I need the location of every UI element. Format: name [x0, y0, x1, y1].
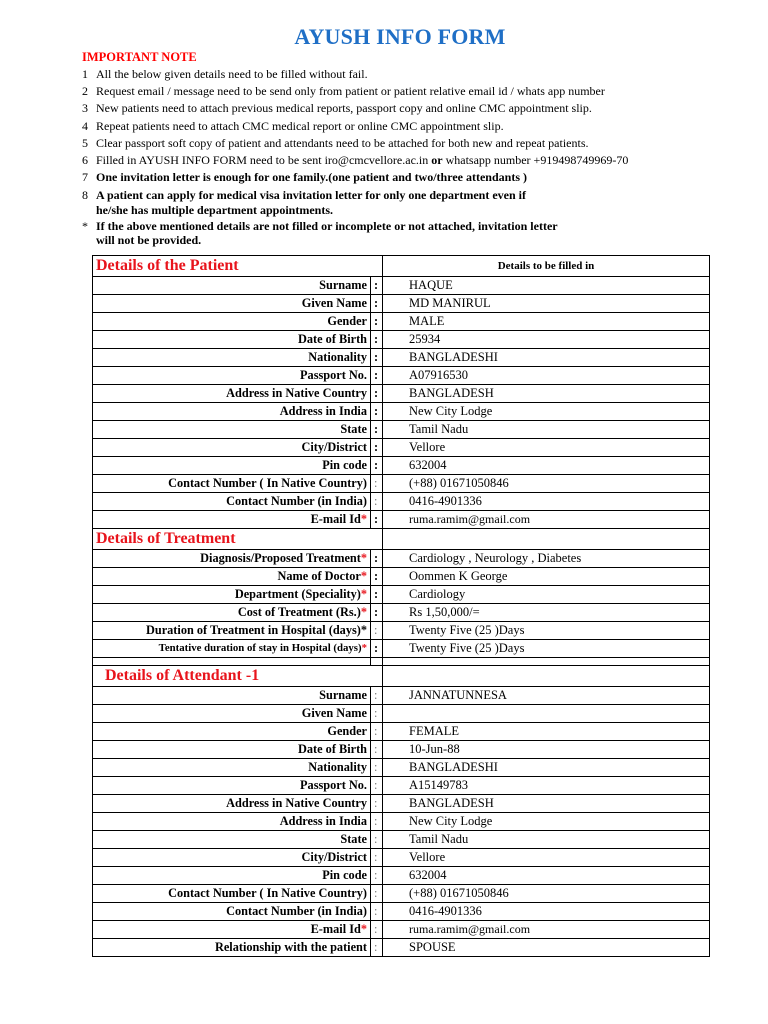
- notes-list: [82, 66, 702, 247]
- patient-label-passport-no: Passport No.: [93, 367, 371, 385]
- colon-separator: :: [371, 439, 383, 457]
- colon-separator: :: [371, 885, 383, 903]
- patient-value-contact-number-in-native-country[interactable]: (+88) 01671050846: [383, 475, 710, 493]
- treatment-section-heading: Details of Treatment: [96, 530, 236, 547]
- treatment-label-tentative-duration-of-stay-in-hospital-days: Tentative duration of stay in Hospital (days)*: [93, 640, 371, 658]
- patient-label-contact-number-in-india: Contact Number (in India): [93, 493, 371, 511]
- attendant-section-heading: Details of Attendant -1: [105, 667, 260, 684]
- treatment-row-department-speciality: [93, 586, 710, 604]
- attendant-label-city-district: City/District: [93, 849, 371, 867]
- patient-label-date-of-birth: Date of Birth: [93, 331, 371, 349]
- treatment-value-tentative-duration-of-stay-in-hospital-days[interactable]: Twenty Five (25 )Days: [383, 640, 710, 658]
- patient-section-heading: Details of the Patient: [96, 257, 239, 274]
- colon-separator: :: [371, 421, 383, 439]
- attendant-value-state[interactable]: Tamil Nadu: [383, 831, 710, 849]
- patient-label-e-mail-id: E-mail Id*: [93, 511, 371, 529]
- attendant-row-e-mail-id: [93, 921, 710, 939]
- colon-separator: :: [371, 385, 383, 403]
- patient-row-passport-no: [93, 367, 710, 385]
- patient-row-gender: [93, 313, 710, 331]
- important-note-heading: IMPORTANT NOTE: [82, 50, 197, 64]
- colon-separator: :: [371, 687, 383, 705]
- colon-separator: :: [371, 622, 383, 640]
- patient-section-row: [93, 256, 710, 277]
- treatment-value-duration-of-treatment-in-hospital-days[interactable]: Twenty Five (25 )Days: [383, 622, 710, 640]
- attendant-label-gender: Gender: [93, 723, 371, 741]
- colon-separator: :: [371, 705, 383, 723]
- colon-separator: :: [371, 511, 383, 529]
- attendant-row-pin-code: [93, 867, 710, 885]
- attendant-row-state: [93, 831, 710, 849]
- note-8: 8 A patient can apply for medical visa invitation letter for only one department even if he/she has multiple department appointments.: [82, 188, 526, 218]
- attendant-value-city-district[interactable]: Vellore: [383, 849, 710, 867]
- colon-separator: :: [371, 331, 383, 349]
- treatment-row-tentative-duration-of-stay-in-hospital-days: [93, 640, 710, 658]
- patient-value-passport-no[interactable]: A07916530: [383, 367, 710, 385]
- attendant-value-e-mail-id[interactable]: ruma.ramim@gmail.com: [383, 921, 710, 939]
- attendant-label-address-in-native-country: Address in Native Country: [93, 795, 371, 813]
- treatment-label-diagnosis-proposed-treatment: Diagnosis/Proposed Treatment*: [93, 550, 371, 568]
- colon-separator: :: [371, 867, 383, 885]
- spacer-row: [93, 658, 710, 666]
- colon-separator: :: [371, 295, 383, 313]
- attendant-row-gender: [93, 723, 710, 741]
- attendant-row-contact-number-in-native-country: [93, 885, 710, 903]
- colon-separator: :: [371, 921, 383, 939]
- treatment-row-cost-of-treatment-rs: [93, 604, 710, 622]
- attendant-label-surname: Surname: [93, 687, 371, 705]
- patient-row-given-name: [93, 295, 710, 313]
- attendant-row-address-in-native-country: [93, 795, 710, 813]
- colon-separator: :: [371, 475, 383, 493]
- note-1: 1 All the below given details need to be filled without fail.: [82, 67, 368, 81]
- patient-value-city-district[interactable]: Vellore: [383, 439, 710, 457]
- info-form-table: [92, 255, 710, 957]
- treatment-label-duration-of-treatment-in-hospital-days: Duration of Treatment in Hospital (days)*: [93, 622, 371, 640]
- attendant-row-contact-number-in-india: [93, 903, 710, 921]
- attendant-label-date-of-birth: Date of Birth: [93, 741, 371, 759]
- patient-row-address-in-native-country: [93, 385, 710, 403]
- colon-separator: :: [371, 831, 383, 849]
- patient-label-surname: Surname: [93, 277, 371, 295]
- attendant-value-gender[interactable]: FEMALE: [383, 723, 710, 741]
- attendant-row-relationship-with-the-patient: [93, 939, 710, 957]
- patient-label-given-name: Given Name: [93, 295, 371, 313]
- treatment-row-name-of-doctor: [93, 568, 710, 586]
- attendant-row-nationality: [93, 759, 710, 777]
- attendant-section-row: [93, 666, 710, 687]
- patient-row-contact-number-in-native-country: [93, 475, 710, 493]
- colon-separator: :: [371, 795, 383, 813]
- patient-value-date-of-birth[interactable]: 25934: [383, 331, 710, 349]
- patient-label-address-in-native-country: Address in Native Country: [93, 385, 371, 403]
- colon-separator: :: [371, 849, 383, 867]
- attendant-value-address-in-india[interactable]: New City Lodge: [383, 813, 710, 831]
- attendant-label-passport-no: Passport No.: [93, 777, 371, 795]
- treatment-label-name-of-doctor: Name of Doctor*: [93, 568, 371, 586]
- patient-label-pin-code: Pin code: [93, 457, 371, 475]
- patient-row-address-in-india: [93, 403, 710, 421]
- note-4: 4 Repeat patients need to attach CMC medical report or online CMC appointment slip.: [82, 118, 504, 133]
- patient-row-nationality: [93, 349, 710, 367]
- attendant-label-address-in-india: Address in India: [93, 813, 371, 831]
- note-3: 3 New patients need to attach previous medical reports, passport copy and online CMC appointment slip.: [82, 101, 592, 116]
- attendant-row-date-of-birth: [93, 741, 710, 759]
- form-title: AYUSH INFO FORM: [294, 24, 506, 49]
- attendant-label-contact-number-in-native-country: Contact Number ( In Native Country): [93, 885, 371, 903]
- patient-row-contact-number-in-india: [93, 493, 710, 511]
- patient-label-state: State: [93, 421, 371, 439]
- patient-value-address-in-native-country[interactable]: BANGLADESH: [383, 385, 710, 403]
- colon-separator: :: [371, 568, 383, 586]
- attendant-label-e-mail-id: E-mail Id*: [93, 921, 371, 939]
- attendant-label-nationality: Nationality: [93, 759, 371, 777]
- colon-separator: :: [371, 813, 383, 831]
- patient-value-given-name[interactable]: MD MANIRUL: [383, 295, 710, 313]
- attendant-value-surname[interactable]: JANNATUNNESA: [383, 687, 710, 705]
- treatment-label-department-speciality: Department (Speciality)*: [93, 586, 371, 604]
- colon-separator: :: [371, 493, 383, 511]
- attendant-row-city-district: [93, 849, 710, 867]
- patient-value-state[interactable]: Tamil Nadu: [383, 421, 710, 439]
- colon-separator: :: [371, 604, 383, 622]
- patient-value-gender[interactable]: MALE: [383, 313, 710, 331]
- note-6: 6 Filled in AYUSH INFO FORM need to be sent iro@cmcvellore.ac.in or whatsapp number +919498749969-70: [82, 153, 629, 168]
- patient-value-surname[interactable]: HAQUE: [383, 277, 710, 295]
- details-to-be-filled-header: Details to be filled in: [383, 256, 710, 277]
- attendant-row-passport-no: [93, 777, 710, 795]
- colon-separator: :: [371, 313, 383, 331]
- note-2: 2 Request email / message need to be send only from patient or patient relative email id / whats app number: [82, 84, 605, 99]
- colon-separator: :: [371, 723, 383, 741]
- colon-separator: :: [371, 759, 383, 777]
- attendant-value-pin-code[interactable]: 632004: [383, 867, 710, 885]
- colon-separator: :: [371, 586, 383, 604]
- attendant-label-given-name: Given Name: [93, 705, 371, 723]
- treatment-row-diagnosis-proposed-treatment: [93, 550, 710, 568]
- patient-value-contact-number-in-india[interactable]: 0416-4901336: [383, 493, 710, 511]
- attendant-value-nationality[interactable]: BANGLADESHI: [383, 759, 710, 777]
- attendant-value-date-of-birth[interactable]: 10-Jun-88: [383, 741, 710, 759]
- patient-value-pin-code[interactable]: 632004: [383, 457, 710, 475]
- colon-separator: :: [371, 640, 383, 658]
- treatment-value-name-of-doctor[interactable]: Oommen K George: [383, 568, 710, 586]
- patient-label-contact-number-in-native-country: Contact Number ( In Native Country): [93, 475, 371, 493]
- attendant-row-surname: [93, 687, 710, 705]
- treatment-value-cost-of-treatment-rs[interactable]: Rs 1,50,000/=: [383, 604, 710, 622]
- treatment-value-diagnosis-proposed-treatment[interactable]: Cardiology , Neurology , Diabetes: [383, 550, 710, 568]
- patient-row-city-district: [93, 439, 710, 457]
- patient-label-nationality: Nationality: [93, 349, 371, 367]
- patient-row-date-of-birth: [93, 331, 710, 349]
- attendant-label-pin-code: Pin code: [93, 867, 371, 885]
- attendant-label-contact-number-in-india: Contact Number (in India): [93, 903, 371, 921]
- attendant-value-passport-no[interactable]: A15149783: [383, 777, 710, 795]
- treatment-label-cost-of-treatment-rs: Cost of Treatment (Rs.)*: [93, 604, 371, 622]
- attendant-value-contact-number-in-india[interactable]: 0416-4901336: [383, 903, 710, 921]
- colon-separator: :: [371, 777, 383, 795]
- colon-separator: :: [371, 741, 383, 759]
- patient-row-surname: [93, 277, 710, 295]
- colon-separator: :: [371, 349, 383, 367]
- colon-separator: :: [371, 367, 383, 385]
- patient-row-state: [93, 421, 710, 439]
- colon-separator: :: [371, 939, 383, 957]
- colon-separator: :: [371, 277, 383, 295]
- colon-separator: :: [371, 903, 383, 921]
- attendant-value-relationship-with-the-patient[interactable]: SPOUSE: [383, 939, 710, 957]
- patient-label-address-in-india: Address in India: [93, 403, 371, 421]
- colon-separator: :: [371, 550, 383, 568]
- note-7: 7 One invitation letter is enough for one family.(one patient and two/three attendants ): [82, 170, 527, 185]
- treatment-value-department-speciality[interactable]: Cardiology: [383, 586, 710, 604]
- note-star: * If the above mentioned details are not filled or incomplete or not attached, invitation letter will not be provided.: [82, 219, 558, 248]
- attendant-row-address-in-india: [93, 813, 710, 831]
- patient-label-city-district: City/District: [93, 439, 371, 457]
- treatment-row-duration-of-treatment-in-hospital-days: [93, 622, 710, 640]
- patient-label-gender: Gender: [93, 313, 371, 331]
- note-5: 5 Clear passport soft copy of patient and attendants need to be attached for both new and repeat patients.: [82, 135, 589, 150]
- colon-separator: :: [371, 403, 383, 421]
- patient-value-address-in-india[interactable]: New City Lodge: [383, 403, 710, 421]
- colon-separator: :: [371, 457, 383, 475]
- patient-value-nationality[interactable]: BANGLADESHI: [383, 349, 710, 367]
- attendant-value-contact-number-in-native-country[interactable]: (+88) 01671050846: [383, 885, 710, 903]
- attendant-row-given-name: [93, 705, 710, 723]
- patient-value-e-mail-id[interactable]: ruma.ramim@gmail.com: [383, 511, 710, 529]
- patient-row-e-mail-id: [93, 511, 710, 529]
- attendant-label-relationship-with-the-patient: Relationship with the patient: [93, 939, 371, 957]
- attendant-label-state: State: [93, 831, 371, 849]
- patient-row-pin-code: [93, 457, 710, 475]
- attendant-value-given-name[interactable]: [383, 705, 710, 723]
- attendant-value-address-in-native-country[interactable]: BANGLADESH: [383, 795, 710, 813]
- treatment-section-row: [93, 529, 710, 550]
